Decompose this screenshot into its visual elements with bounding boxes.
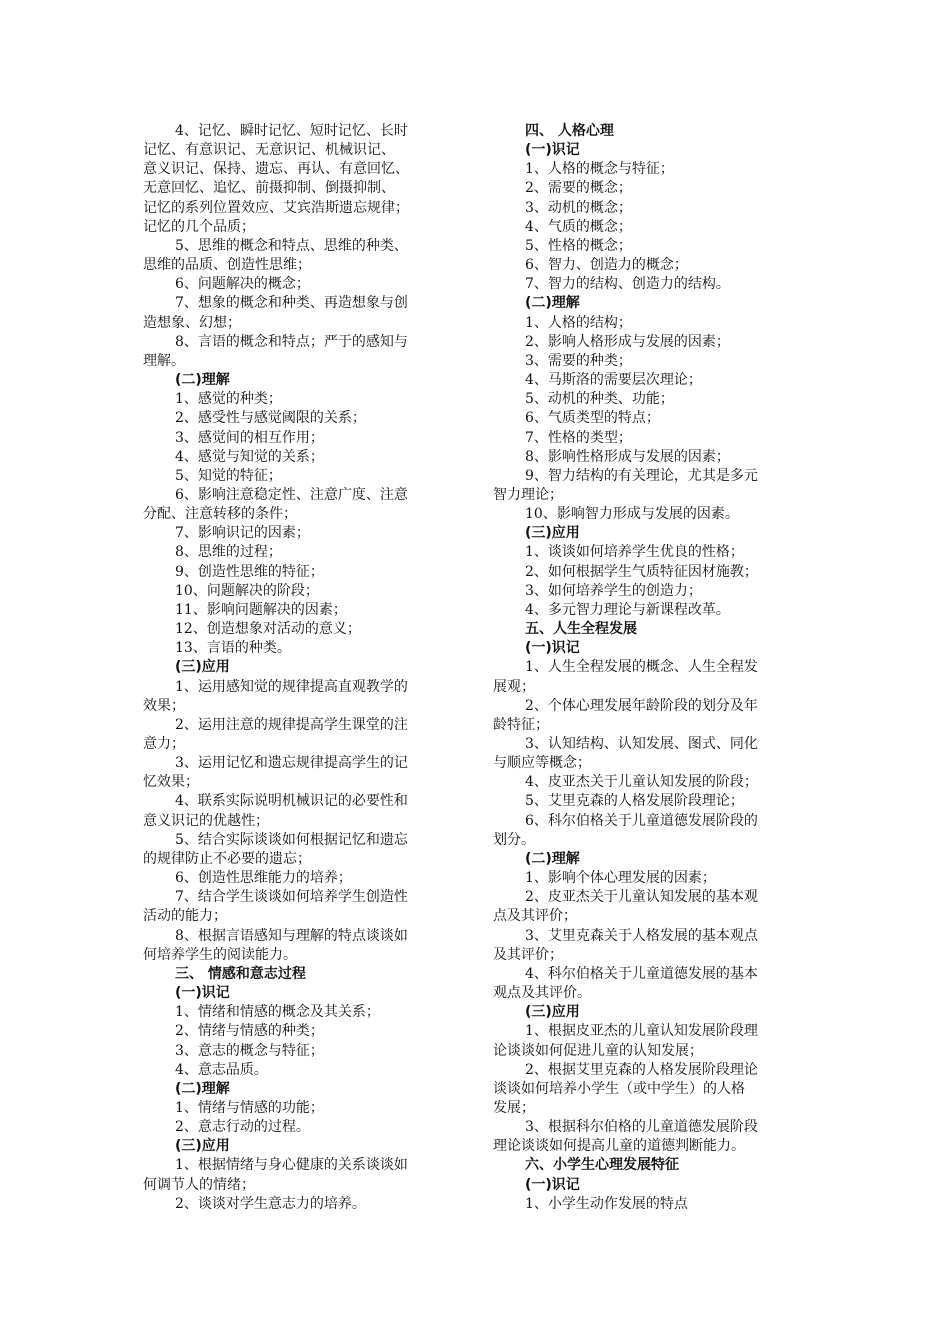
text-line: 1、小学生动作发展的特点 <box>525 1195 688 1212</box>
text-line: 活动的能力； <box>143 908 227 925</box>
text-line: 理论谈谈如何提高儿童的道德判断能力。 <box>493 1138 745 1155</box>
subsection-heading: (三)应用 <box>525 525 580 542</box>
text-line: 2、情绪与情感的种类； <box>175 1023 324 1040</box>
text-line: 10、影响智力形成与发展的因素。 <box>525 506 739 523</box>
text-line: 8、言语的概念和特点；严于的感知与 <box>175 333 408 350</box>
text-line: 思维的品质、创造性思维； <box>143 257 311 274</box>
section-heading: 三、 情感和意志过程 <box>175 965 306 982</box>
text-line: 2、感受性与感觉阈限的关系； <box>175 410 366 427</box>
text-line: 7、结合学生谈谈如何培养学生创造性 <box>175 889 408 906</box>
subsection-heading: (二)理解 <box>175 1080 230 1097</box>
text-line: 的规律防止不必要的遗忘； <box>143 850 311 867</box>
text-line: 6、影响注意稳定性、注意广度、注意 <box>175 486 408 503</box>
text-line: 4、记忆、瞬时记忆、短时记忆、长时 <box>175 123 408 139</box>
text-line: 1、人生全程发展的概念、人生全程发 <box>525 659 758 676</box>
text-line: 7、智力的结构、创造力的结构。 <box>525 276 730 293</box>
text-line: 3、意志的概念与特征； <box>175 1042 324 1059</box>
text-line: 划分。 <box>493 831 535 848</box>
text-line: 5、性格的概念； <box>525 237 632 254</box>
right-column <box>493 122 813 1214</box>
text-line: 1、运用感知觉的规律提高直观教学的 <box>175 678 408 695</box>
text-line: 2、意志行动的过程。 <box>175 1119 310 1136</box>
text-line: 3、动机的概念； <box>525 199 632 216</box>
text-line: 1、谈谈如何培养学生优良的性格； <box>525 544 744 561</box>
text-line: 6、智力、创造力的概念； <box>525 257 688 274</box>
text-line: 1、根据皮亚杰的儿童认知发展阶段理 <box>525 1023 758 1040</box>
text-line: 2、需要的概念； <box>525 180 632 197</box>
text-line: 何培养学生的阅读能力。 <box>143 946 297 963</box>
text-line: 2、个体心理发展年龄阶段的划分及年 <box>525 697 758 714</box>
text-line: 意力； <box>143 736 185 752</box>
text-line: 2、运用注意的规律提高学生课堂的注 <box>175 716 408 733</box>
text-line: 3、运用记忆和遗忘规律提高学生的记 <box>175 755 408 772</box>
section-heading: 五、人生全程发展 <box>525 621 637 638</box>
text-line: 4、马斯洛的需要层次理论； <box>525 372 702 389</box>
text-line: 8、思维的过程； <box>175 544 282 561</box>
text-line: 3、认知结构、认知发展、图式、同化 <box>525 736 758 752</box>
subsection-heading: (一)识记 <box>525 640 580 657</box>
text-line: 2、如何根据学生气质特征因材施教； <box>525 563 758 580</box>
text-line: 7、想象的概念和种类、再造想象与创 <box>175 295 408 312</box>
text-line: 8、根据言语感知与理解的特点谈谈如 <box>175 927 408 944</box>
text-line: 10、问题解决的阶段； <box>175 582 319 599</box>
text-line: 12、创造想象对活动的意义； <box>175 621 361 638</box>
text-line: 记忆的几个品质； <box>143 218 255 235</box>
text-line: 谈谈如何培养小学生（或中学生）的人格 <box>493 1080 745 1097</box>
text-line: 2、谈谈对学生意志力的培养。 <box>175 1195 366 1212</box>
text-line: 2、根据艾里克森的人格发展阶段理论 <box>525 1061 758 1078</box>
text-line: 记忆的系列位置效应、艾宾浩斯遗忘规律； <box>143 199 409 216</box>
text-line: 何调节人的情绪； <box>143 1176 255 1193</box>
text-line: 4、意志品质。 <box>175 1061 268 1078</box>
text-line: 理解。 <box>143 352 185 369</box>
text-line: 龄特征； <box>493 716 549 733</box>
text-line: 6、科尔伯格关于儿童道德发展阶段的 <box>525 812 758 829</box>
text-line: 展观； <box>493 678 535 695</box>
text-line: 分配、注意转移的条件； <box>143 506 297 523</box>
text-line: 及其评价； <box>493 946 563 963</box>
subsection-heading: (三)应用 <box>175 659 230 676</box>
text-line: 1、情绪和情感的概念及其关系； <box>175 1004 380 1021</box>
text-line: 1、感觉的种类； <box>175 391 282 408</box>
text-line: 发展； <box>493 1099 535 1116</box>
text-line: 智力理论； <box>493 486 563 503</box>
text-line: 意义识记的优越性； <box>143 812 269 829</box>
text-line: 11、影响问题解决的因素； <box>175 601 347 618</box>
text-line: 7、影响识记的因素； <box>175 525 310 542</box>
subsection-heading: (二)理解 <box>175 372 230 389</box>
subsection-heading: (一)识记 <box>525 1176 580 1193</box>
text-line: 无意回忆、追忆、前摄抑制、倒摄抑制、 <box>143 180 395 197</box>
text-line: 8、影响性格形成与发展的因素； <box>525 448 730 465</box>
text-line: 1、人格的结构； <box>525 314 632 331</box>
text-line: 4、皮亚杰关于儿童认知发展的阶段； <box>525 774 758 791</box>
text-line: 13、言语的种类。 <box>175 640 291 657</box>
text-line: 5、动机的种类、功能； <box>525 391 674 408</box>
text-line: 2、皮亚杰关于儿童认知发展的基本观 <box>525 889 758 906</box>
section-heading: 六、小学生心理发展特征 <box>525 1157 679 1174</box>
text-line: 4、感觉与知觉的关系； <box>175 448 324 465</box>
text-line: 5、结合实际谈谈如何根据记忆和遗忘 <box>175 831 408 848</box>
text-line: 4、科尔伯格关于儿童道德发展的基本 <box>525 965 758 982</box>
text-line: 9、智力结构的有关理论，尤其是多元 <box>525 467 758 484</box>
text-line: 3、需要的种类； <box>525 352 632 369</box>
text-line: 1、影响个体心理发展的因素； <box>525 870 716 887</box>
subsection-heading: (三)应用 <box>525 1004 580 1021</box>
text-line: 点及其评价； <box>493 908 577 925</box>
subsection-heading: (二)理解 <box>525 295 580 312</box>
text-line: 论谈谈如何促进儿童的认知发展； <box>493 1042 703 1059</box>
subsection-heading: (三)应用 <box>175 1138 230 1155</box>
subsection-heading: (一)识记 <box>525 142 580 159</box>
left-column <box>143 122 465 1214</box>
text-line: 3、感觉间的相互作用； <box>175 429 324 446</box>
text-line: 5、艾里克森的人格发展阶段理论； <box>525 793 744 810</box>
text-line: 7、性格的类型； <box>525 429 632 446</box>
text-line: 6、问题解决的概念； <box>175 276 310 293</box>
text-line: 1、根据情绪与身心健康的关系谈谈如 <box>175 1157 408 1174</box>
text-line: 意义识记、保持、遗忘、再认、有意回忆、 <box>143 161 409 178</box>
text-line: 4、多元智力理论与新课程改革。 <box>525 601 730 618</box>
text-line: 忆效果； <box>143 774 199 791</box>
text-line: 4、气质的概念； <box>525 218 632 235</box>
text-line: 5、思维的概念和特点、思维的种类、 <box>175 237 408 254</box>
text-line: 1、情绪与情感的功能； <box>175 1099 324 1116</box>
text-line: 6、气质类型的特点； <box>525 410 660 427</box>
section-heading: 四、 人格心理 <box>525 123 614 139</box>
text-line: 5、知觉的特征； <box>175 467 282 484</box>
text-line: 3、根据科尔伯格的儿童道德发展阶段 <box>525 1119 758 1136</box>
text-line: 造想象、幻想； <box>143 314 241 331</box>
text-line: 4、联系实际说明机械识记的必要性和 <box>175 793 408 810</box>
text-line: 2、影响人格形成与发展的因素； <box>525 333 730 350</box>
text-line: 与顺应等概念； <box>493 755 591 772</box>
subsection-heading: (一)识记 <box>175 985 230 1002</box>
text-line: 1、人格的概念与特征； <box>525 161 674 178</box>
text-line: 记忆、有意识记、无意识记、机械识记、 <box>143 142 395 159</box>
text-line: 3、艾里克森关于人格发展的基本观点 <box>525 927 758 944</box>
text-line: 观点及其评价。 <box>493 985 591 1002</box>
text-line: 9、创造性思维的特征； <box>175 563 324 580</box>
text-line: 6、创造性思维能力的培养； <box>175 870 352 887</box>
text-line: 3、如何培养学生的创造力； <box>525 582 702 599</box>
subsection-heading: (二)理解 <box>525 850 580 867</box>
text-line: 效果； <box>143 697 185 714</box>
